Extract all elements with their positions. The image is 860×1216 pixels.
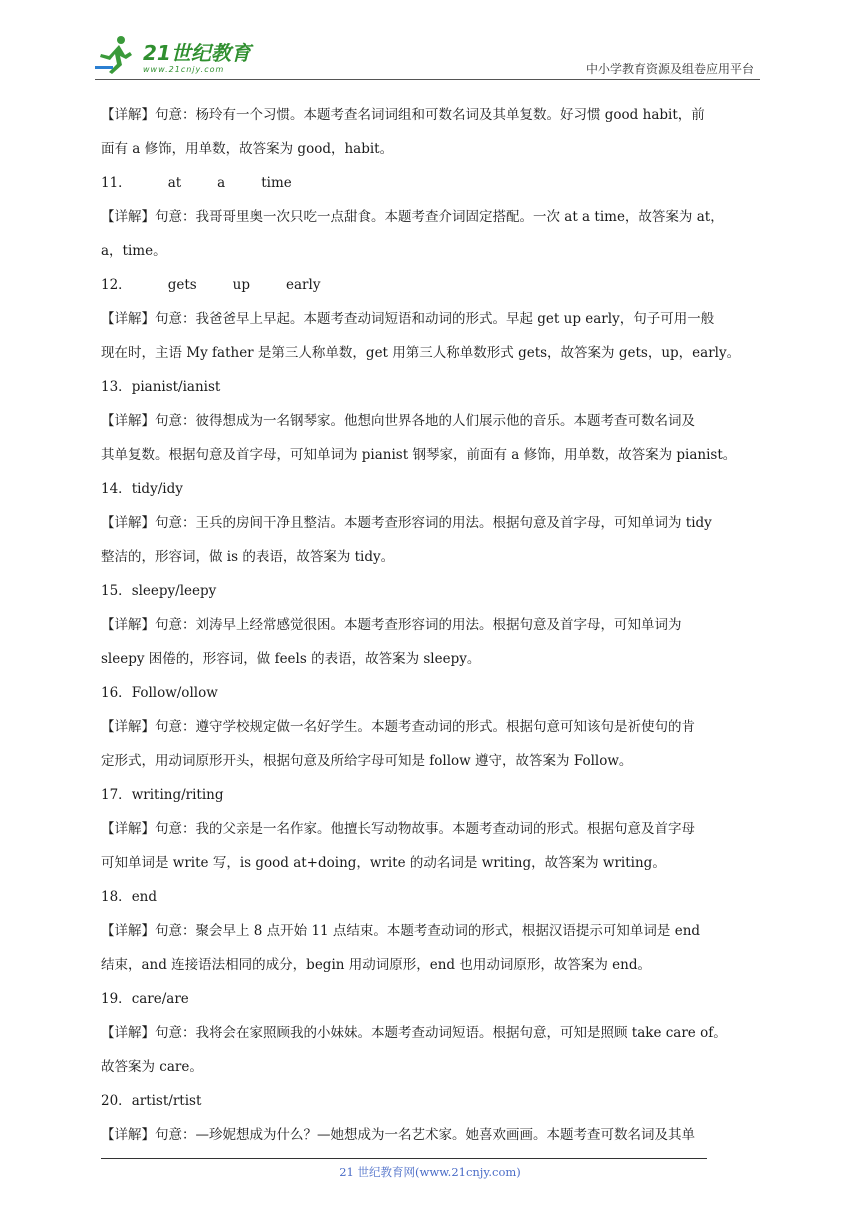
answer-line (101, 778, 763, 812)
answer-line (101, 676, 763, 710)
explanation-continuation: 可知单词是 write 写，is good at+doing，write 的动名词是 writing，故答案为 writing。 (101, 855, 666, 871)
item-number: 11． (101, 175, 132, 191)
answer-word: gets (167, 277, 197, 293)
answer-word: time (261, 175, 292, 191)
explanation-line: 【详解】句意：聚会早上 8 点开始 11 点结束。本题考查动词的形式，根据汉语提示可知单词是 end (101, 923, 701, 939)
explanation-line: 【详解】句意：遵守学校规定做一名好学生。本题考查动词的形式。根据句意可知该句是祈使句的肯 (101, 719, 695, 735)
answer-line (101, 268, 763, 302)
answer-word: at (167, 175, 182, 191)
answer-line (101, 370, 763, 404)
page-header (95, 34, 760, 80)
answer-word: pianist/ianist (131, 379, 221, 395)
explanation-continuation: 定形式，用动词原形开头，根据句意及所给字母可知是 follow 遵守，故答案为 Follow。 (101, 753, 633, 769)
explanation-line: 【详解】句意：我爸爸早上早起。本题考查动词短语和动词的形式。早起 get up early，句子可用一般 (101, 311, 715, 327)
item-number: 12． (101, 277, 132, 293)
page-footer: 21 世纪教育网(www.21cnjy.com) (339, 1165, 521, 1179)
explanation-line: 【详解】句意：我将会在家照顾我的小妹妹。本题考查动词短语。根据句意，可知是照顾 take care of。 (101, 1025, 727, 1041)
answer-line (101, 1084, 763, 1118)
explanation-continuation: 整洁的，形容词，做 is 的表语，故答案为 tidy。 (101, 549, 395, 565)
explanation-line: 【详解】句意：我的父亲是一名作家。他擅长写动物故事。本题考查动词的形式。根据句意及首字母 (101, 821, 695, 837)
svg-text:21世纪教育: 21世纪教育 (143, 41, 251, 65)
item-number: 15． (101, 583, 132, 599)
answer-word: writing/riting (131, 787, 224, 803)
explanation-continuation: 故答案为 care。 (101, 1059, 203, 1075)
item-number: 20． (101, 1093, 132, 1109)
answer-word: up (232, 277, 251, 293)
item-number: 16． (101, 685, 132, 701)
explanation-continuation: 其单复数。根据句意及首字母，可知单词为 pianist 钢琴家，前面有 a 修饰，用单数，故答案为 pianist。 (101, 447, 737, 463)
answer-word: Follow/ollow (131, 685, 218, 701)
answer-line (101, 574, 763, 608)
answer-line (101, 880, 763, 914)
document-body (101, 98, 763, 1152)
explanation-continuation: 面有 a 修饰，用单数，故答案为 good，habit。 (101, 141, 394, 157)
item-number: 14． (101, 481, 132, 497)
explanation-continuation: 现在时，主语 My father 是第三人称单数，get 用第三人称单数形式 gets，故答案为 gets，up，early。 (101, 345, 741, 361)
explanation-continuation: a，time。 (101, 243, 167, 259)
item-number: 18． (101, 889, 132, 905)
header-divider (95, 79, 760, 80)
answer-word: early (286, 277, 321, 293)
explanation-continuation: sleepy 困倦的，形容词，做 feels 的表语，故答案为 sleepy。 (101, 651, 481, 667)
platform-name: 中小学教育资源及组卷应用平台 (585, 62, 754, 76)
svg-text:www.21cnjy.com: www.21cnjy.com (143, 65, 225, 74)
explanation-continuation: 结束，and 连接语法相同的成分，begin 用动词原形，end 也用动词原形，故答案为 end。 (101, 957, 651, 973)
explanation-line: 【详解】句意：王兵的房间干净且整洁。本题考查形容词的用法。根据句意及首字母，可知单词为 tidy (101, 515, 712, 531)
answer-word: end (131, 889, 158, 905)
explanation-line: 【详解】句意：—珍妮想成为什么？—她想成为一名艺术家。她喜欢画画。本题考查可数名词及其单 (101, 1127, 695, 1143)
answer-word: artist/rtist (131, 1093, 202, 1109)
answer-word: care/are (131, 991, 189, 1007)
answer-word: a (217, 175, 226, 191)
answer-word: sleepy/leepy (131, 583, 217, 599)
footer-divider (101, 1158, 707, 1159)
explanation-line: 【详解】句意：彼得想成为一名钢琴家。他想向世界各地的人们展示他的音乐。本题考查可数名词及 (101, 413, 695, 429)
site-logo (95, 34, 260, 76)
item-number: 17． (101, 787, 132, 803)
answer-line (101, 472, 763, 506)
explanation-line: 【详解】句意：杨玲有一个习惯。本题考查名词词组和可数名词及其单复数。好习惯 good habit，前 (101, 107, 705, 123)
explanation-line: 【详解】句意：刘涛早上经常感觉很困。本题考查形容词的用法。根据句意及首字母，可知单词为 (101, 617, 682, 633)
answer-line (101, 982, 763, 1016)
answer-line (101, 166, 763, 200)
item-number: 19． (101, 991, 132, 1007)
item-number: 13． (101, 379, 132, 395)
explanation-line: 【详解】句意：我哥哥里奥一次只吃一点甜食。本题考查介词固定搭配。一次 at a time，故答案为 at， (101, 209, 724, 225)
answer-word: tidy/idy (131, 481, 183, 497)
